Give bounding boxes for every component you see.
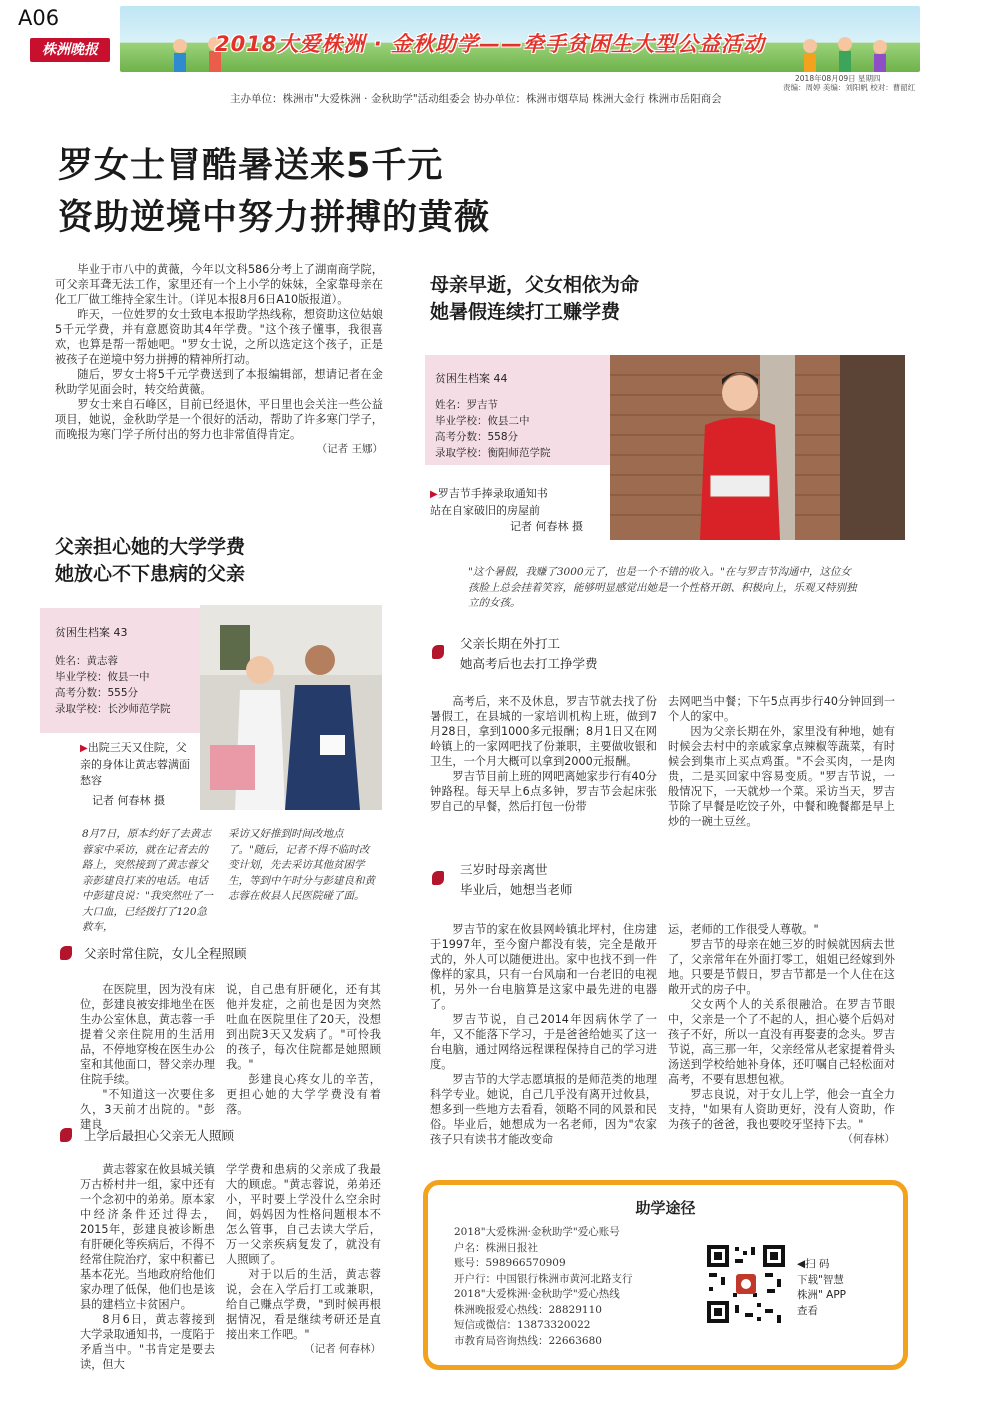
story43-sec1-right: 说，自己患有肝硬化，还有其他并发症，之前也是因为突然吐血在医院里住了20天，没想到出院3天又发病了。"可怜我的孩子，每次住院都是她照顾我。" 彭建良心疼女儿的辛苦，更担心她的大学学费没有着落。	[226, 983, 381, 1116]
archive-name: 姓名：黄志蓉	[55, 655, 118, 667]
story44-sec1-left: 高考后，来不及休息，罗吉节就去找了份暑假工，在县城的一家培训机构上班，做到7月28日，拿到1000多元报酬；8月1日又在网岭镇上的一家网吧找了份兼职，主要做收银和卫生，一个月大概可以拿到2000元报酬。 罗吉节目前上班的网吧离她家步行有40分钟路程。每天早上6点多钟，罗吉节会起床张罗自己的早餐，然后打包一份带	[430, 695, 657, 813]
photo43-caption: ▶出院三天又住院，父亲的身体让黄志蓉满面愁容 记者 何春林 摄	[80, 741, 190, 807]
story44-sec2-right: 运，老师的工作很受人尊敬。" 罗吉节的母亲在她三岁的时候就因病去世了，父亲常年在外面打零工，姐姐已经嫁到外地。只要是节假日，罗吉节都是一个人住在这敞开式的房子中。 父女两个人的关系很融洽。在罗吉节眼中，父亲是一个了不起的人，担心婆个后妈对孩子不好，所以一直没有再娶妻的念头。罗吉节说，高三那一年，父亲经常从老家提着骨头汤送到学校给她补身体，还叮嘱自己轻松面对高考，不要有思想包袱。 罗志良说，对于女儿上学，他会一直全力支持，"如果有人资助更好，没有人资助，作为孩子的爸爸，我也要咬牙坚持下去。" （何春林）	[668, 923, 895, 1145]
story44-quote: "这个暑假，我赚了3000元了，也是一个不错的收入。"在与罗吉节沟通中，这位女孩脸上总会挂着笑容，能够明显感觉出她是一个性格开朗、积极向上，乐观又特别独立的女孩。	[468, 566, 857, 609]
intro-paragraph: 毕业于市八中的黄薇，今年以文科586分考上了湖南商学院，可父亲耳聋无法工作，家里还有一个上小学的妹妹，全家靠母亲在化工厂做工维持全家生计。（详见本报8月6日A10版报道）。	[55, 263, 383, 306]
intro-paragraph: 随后，罗女士将5千元学费送到了本报编辑部，想请记者在金秋助学见面会时，转交给黄薇。	[55, 368, 383, 396]
story44-sec1-title-1: 父亲长期在外打工	[460, 636, 561, 651]
issue-date: 2018年08月09日 星期四	[795, 74, 881, 83]
intro-paragraph: 罗女士来自石峰区，目前已经退休，平日里也会关注一些公益项目，她说，金秋助学是一个很好的活动，帮助了许多寒门学子，而晚报为寒门学子所付出的努力也非常值得肯定。	[55, 398, 383, 441]
page-number: A06	[18, 6, 60, 30]
archive-score: 高考分数：555分	[55, 687, 139, 699]
story43-sec2-right: 学学费和患病的父亲成了我最大的顾虑。"黄志蓉说，弟弟还小，平时要上学没什么空余时间，妈妈因为性格问题根本不怎么管事，自己去读大学后，万一父亲疾病复发了，就没有人照顾了。 对于以后的生活，黄志蓉说，会在入学后打工或兼职，给自己赚点学费，"到时候再根据情况，看是继续考研还是直接出来工作吧。" （记者 何春林）	[226, 1163, 381, 1355]
story43-sec2-left: 黄志蓉家在攸县城关镇万古桥村井一组，家中还有一个念初中的弟弟。原本家中经济条件还过得去，2015年，彭建良被诊断患有肝硬化等疾病后，不得不经常住院治疗，家中积蓄已基本花光。当地政府给他们家办理了低保，他们也是该县的建档立卡贫困户。 8月6日，黄志蓉接到大学录取通知书，一度陷于矛盾当中。"书肯定是要去读，但大	[80, 1163, 215, 1371]
qr-code-icon[interactable]	[705, 1243, 787, 1325]
story44-title-2: 她暑假连续打工赚学费	[430, 301, 621, 323]
section-marker-icon	[60, 1128, 72, 1142]
archive-card-43	[40, 608, 200, 733]
aid-title: 助学途径	[635, 1199, 696, 1217]
photo-illustration	[610, 355, 905, 540]
photo-luo-jijie	[610, 355, 905, 540]
story43-title-2: 她放心不下患病的父亲	[55, 563, 246, 585]
aid-box	[423, 1180, 908, 1370]
story43-quote-left: 8月7日，原本约好了去黄志蓉家中采访，就在记者去的路上，突然接到了黄志蓉父亲彭建良打来的电话。电话中彭建良说："我突然吐了一大口血，已经拨打了120急救车，	[82, 828, 213, 933]
section-marker-icon	[432, 645, 444, 659]
story43-sec2-title: 上学后最担心父亲无人照顾	[84, 1128, 235, 1143]
story43-sec1-title: 父亲时常住院，女儿全程照顾	[84, 946, 247, 961]
archive-title: 贫困生档案 43	[55, 626, 128, 639]
story44-sec1-title-2: 她高考后也去打工挣学费	[460, 656, 598, 671]
headline-line-1: 罗女士冒酷暑送来5千元	[58, 146, 444, 186]
section-marker-icon	[60, 946, 72, 960]
section-marker-icon	[432, 871, 444, 885]
archive-card-44	[425, 355, 610, 465]
intro-article	[55, 262, 383, 457]
headline-line-2: 资助逆境中努力拼搏的黄薇	[58, 198, 491, 238]
intro-paragraph: 昨天，一位姓罗的女士致电本报助学热线称，想资助这位姑娘5千元学费，并有意愿资助其4年学费。"这个孩子懂事，我很喜欢，也算是帮一帮她吧。"罗女士说，之所以选定这个孩子，正是被孩子在逆境中努力拼搏的精神所打动。	[55, 308, 383, 366]
story44-sec1-right: 去网吧当中餐；下午5点再步行40分钟回到一个人的家中。 因为父亲长期在外，家里没有种地，她有时候会去村中的亲戚家拿点辣椒等蔬菜，有时候会到集市上买点鸡蛋。"不会买肉，一是肉贵，二是买回家中容易变质。"罗吉节说，一般情况下，一天就炒一个菜。采访当天，罗吉节除了早餐是吃饺子外，中餐和晚餐都是早上炒的一碗土豆丝。	[668, 695, 895, 828]
aid-details: 2018"大爱株洲·金秋助学"爱心账号 户名：株洲日报社 账号：598966570909 开户行：中国银行株洲市黄河北路支行 2018"大爱株洲·金秋助学"爱心热线 株洲晚报爱心热线：28829110 短信或微信：13873320022 市教育局咨询热线：22663680	[454, 1226, 633, 1347]
banner-title: 2018大爱株洲 · 金秋助学——牵手贫困生大型公益活动	[214, 32, 766, 56]
archive-college: 录取学校：衡阳师范学院	[435, 447, 551, 459]
story43-quote-right: 采访又好推到时间改地点了。"随后，记者不得不临时改变计划，先去采访其他贫困学生，等到中午时分与彭建良和黄志蓉在攸县人民医院碰了面。	[228, 828, 375, 902]
scan-instructions: ◀扫 码 下载"智慧 株洲" APP 查看	[797, 1258, 847, 1317]
triangle-icon: ▶	[80, 743, 88, 754]
intro-signature: （记者 王娜）	[316, 443, 383, 455]
archive-score: 高考分数：558分	[435, 431, 519, 443]
archive-school: 毕业学校：攸县一中	[55, 671, 150, 683]
photo44-caption: ▶罗吉节手捧录取通知书 站在自家破旧的房屋前 记者 何春林 摄	[430, 487, 583, 533]
triangle-icon: ▶	[430, 489, 438, 500]
organizer-line: 主办单位：株洲市"大爱株洲 · 金秋助学"活动组委会 协办单位：株洲市烟草局 株洲大金行 株洲市岳阳商会	[230, 93, 722, 105]
archive-name: 姓名：罗吉节	[435, 399, 498, 411]
story44-sec2-title-2: 毕业后，她想当老师	[460, 882, 573, 897]
newspaper-logo: 株洲晚报	[30, 38, 110, 62]
photo-illustration	[200, 605, 382, 810]
banner	[120, 6, 920, 72]
archive-title: 贫困生档案 44	[435, 372, 508, 385]
story43-title-1: 父亲担心她的大学学费	[55, 536, 246, 558]
story43-sec1-left: 在医院里，因为没有床位，彭建良被安排地坐在医生办公室休息，黄志蓉一手提着父亲住院用的生活用品，不停地穿梭在医生办公室和其他面口，替父亲办理住院手续。 "不知道这一次要住多久，3天前才出院的。"彭建良	[80, 983, 215, 1131]
story44-title-1: 母亲早逝，父女相依为命	[430, 274, 640, 296]
story44-sec2-title-1: 三岁时母亲离世	[460, 862, 548, 877]
archive-college: 录取学校：长沙师范学院	[55, 703, 171, 715]
archive-school: 毕业学校：攸县二中	[435, 415, 530, 427]
story44-sec2-left: 罗吉节的家在攸县网岭镇北坪村，住房建于1997年，至今窗户都没有装，完全是敞开式的，外人可以随便进出。家中也找不到一件像样的家具，只有一台风扇和一台老旧的电视机，另外一台电脑算是这家中最先进的电器了。 罗吉节说，自己2014年因病休学了一年，又不能落下学习，于是爸爸给她买了这一台电脑，通过网络远程课程保持自己的学习进度。 罗吉节的大学志愿填报的是师范类的地理科学专业。她说，自己几乎没有离开过攸县，想多到一些地方去看看，领略不同的风景和民俗。毕业后，她想成为一名老师，因为"农家孩子只有读书才能改变命	[430, 923, 657, 1146]
editors: 责编：周婷 美编：刘阳帆 校对：曹韶红	[783, 83, 916, 92]
photo-huang-zhirong	[200, 605, 382, 810]
